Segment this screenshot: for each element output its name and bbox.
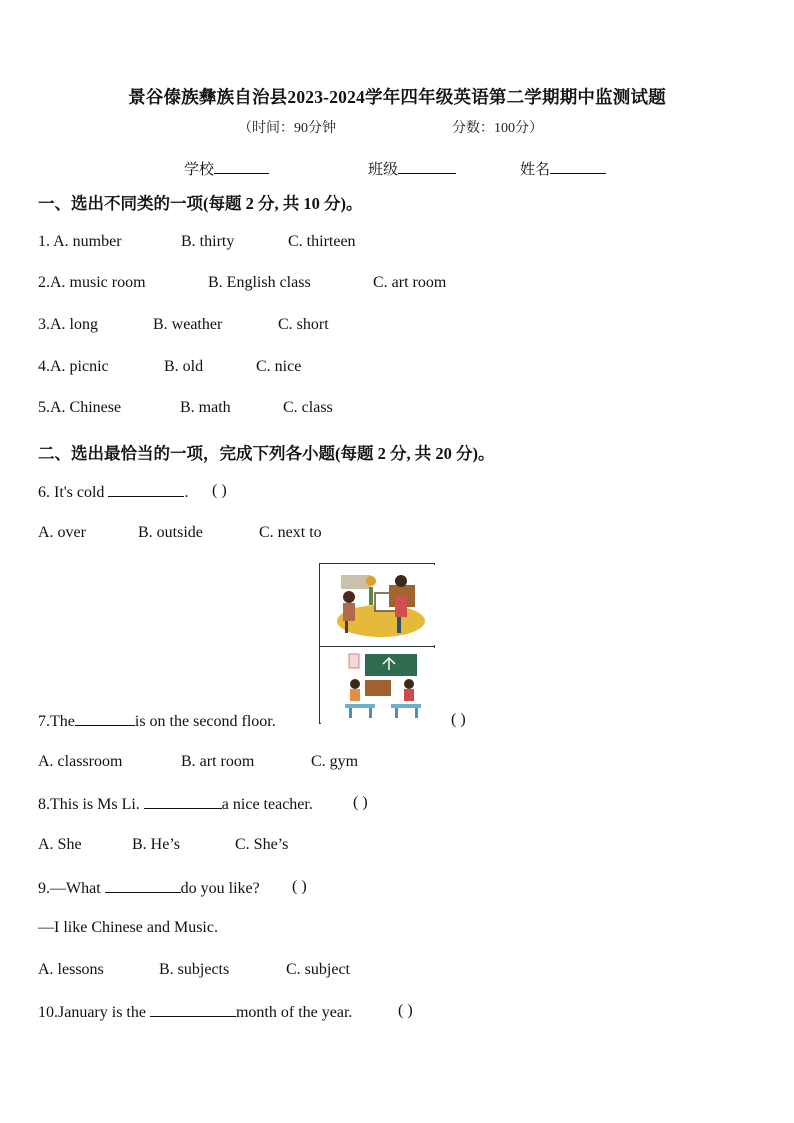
art-room-picture bbox=[321, 565, 435, 645]
question-2 bbox=[38, 274, 146, 292]
answer-paren: ( ) bbox=[398, 1002, 413, 1019]
option-b: B. art room bbox=[181, 753, 255, 770]
question-5 bbox=[38, 399, 121, 417]
figure-divider bbox=[320, 646, 434, 647]
classroom-illustration bbox=[319, 563, 435, 724]
class-blank bbox=[398, 159, 456, 174]
question-text: 6. It's cold bbox=[38, 484, 105, 501]
question-1 bbox=[38, 233, 122, 251]
option-a: A. lessons bbox=[38, 961, 104, 978]
option-b: B. old bbox=[164, 358, 204, 375]
answer-paren: ( ) bbox=[353, 794, 368, 811]
question-text-end: a nice teacher. bbox=[221, 796, 313, 813]
answer-paren: ( ) bbox=[292, 878, 307, 895]
question-text: 7.The bbox=[38, 713, 75, 730]
option-b: B. outside bbox=[138, 524, 203, 541]
page-title: 景谷傣族彝族自治县2023-2024学年四年级英语第二学期期中监测试题 bbox=[128, 87, 666, 107]
answer-paren: ( ) bbox=[451, 711, 466, 728]
question-4 bbox=[38, 358, 109, 376]
question-number: 2. bbox=[38, 274, 50, 291]
answer-blank bbox=[144, 794, 222, 809]
option-b: B. thirty bbox=[181, 233, 235, 250]
question-text-end: is on the second floor. bbox=[134, 713, 276, 730]
question-6 bbox=[38, 482, 188, 502]
option-c: C. She’s bbox=[235, 836, 289, 853]
option-b: B. He’s bbox=[132, 836, 180, 853]
exam-time: （时间：90分钟 bbox=[238, 121, 336, 136]
option-a: A. number bbox=[53, 233, 122, 250]
class-field bbox=[368, 158, 456, 179]
question-text-end: do you like? bbox=[180, 880, 260, 897]
answer-blank bbox=[108, 482, 184, 497]
answer-blank bbox=[150, 1002, 236, 1017]
option-b: B. weather bbox=[153, 316, 223, 333]
school-blank bbox=[214, 159, 269, 174]
question-text-end: month of the year. bbox=[235, 1004, 353, 1021]
question-8 bbox=[38, 794, 313, 814]
option-c: C. art room bbox=[373, 274, 447, 291]
question-number: 3. bbox=[38, 316, 50, 333]
option-c: C. nice bbox=[256, 358, 302, 375]
option-c: C. thirteen bbox=[288, 233, 356, 250]
class-label: 班级 bbox=[368, 162, 399, 178]
question-3 bbox=[38, 316, 98, 334]
option-a: A. classroom bbox=[38, 753, 123, 770]
option-a: A. music room bbox=[50, 274, 146, 291]
answer-blank bbox=[105, 878, 181, 893]
question-number: 1. bbox=[38, 233, 54, 250]
question-text: 9.—What bbox=[38, 880, 101, 897]
question-text-end: . bbox=[184, 484, 189, 501]
school-field bbox=[184, 158, 269, 179]
question-9 bbox=[38, 878, 260, 898]
name-field bbox=[520, 158, 606, 179]
question-10 bbox=[38, 1002, 352, 1022]
option-b: B. English class bbox=[208, 274, 311, 291]
exam-score: 分数：100分） bbox=[452, 121, 543, 136]
question-text: 8.This is Ms Li. bbox=[38, 796, 140, 813]
answer-paren: ( ) bbox=[212, 482, 227, 499]
name-label: 姓名 bbox=[520, 162, 551, 178]
option-b: B. math bbox=[180, 399, 231, 416]
option-a: A. long bbox=[50, 316, 98, 333]
option-a: A. Chinese bbox=[50, 399, 122, 416]
option-c: C. subject bbox=[286, 961, 350, 978]
option-c: C. class bbox=[283, 399, 333, 416]
question-text: 10.January is the bbox=[38, 1004, 146, 1021]
answer-blank bbox=[75, 711, 135, 726]
option-a: A. picnic bbox=[50, 358, 109, 375]
classroom-picture bbox=[321, 648, 435, 724]
option-c: C. next to bbox=[259, 524, 322, 541]
section1-heading: 一、选出不同类的一项(每题 2 分, 共 10 分)。 bbox=[38, 194, 363, 213]
question-number: 5. bbox=[38, 399, 50, 416]
school-label: 学校 bbox=[184, 162, 215, 178]
question-number: 4. bbox=[38, 358, 50, 375]
question-7 bbox=[38, 711, 276, 731]
option-a: A. She bbox=[38, 836, 82, 853]
name-blank bbox=[550, 159, 606, 174]
option-c: C. gym bbox=[311, 753, 359, 770]
option-a: A. over bbox=[38, 524, 86, 541]
option-b: B. subjects bbox=[159, 961, 230, 978]
section2-heading: 二、选出最恰当的一项，完成下列各小题(每题 2 分, 共 20 分)。 bbox=[38, 444, 495, 463]
option-c: C. short bbox=[278, 316, 329, 333]
question-9-reply: —I like Chinese and Music. bbox=[38, 919, 218, 936]
